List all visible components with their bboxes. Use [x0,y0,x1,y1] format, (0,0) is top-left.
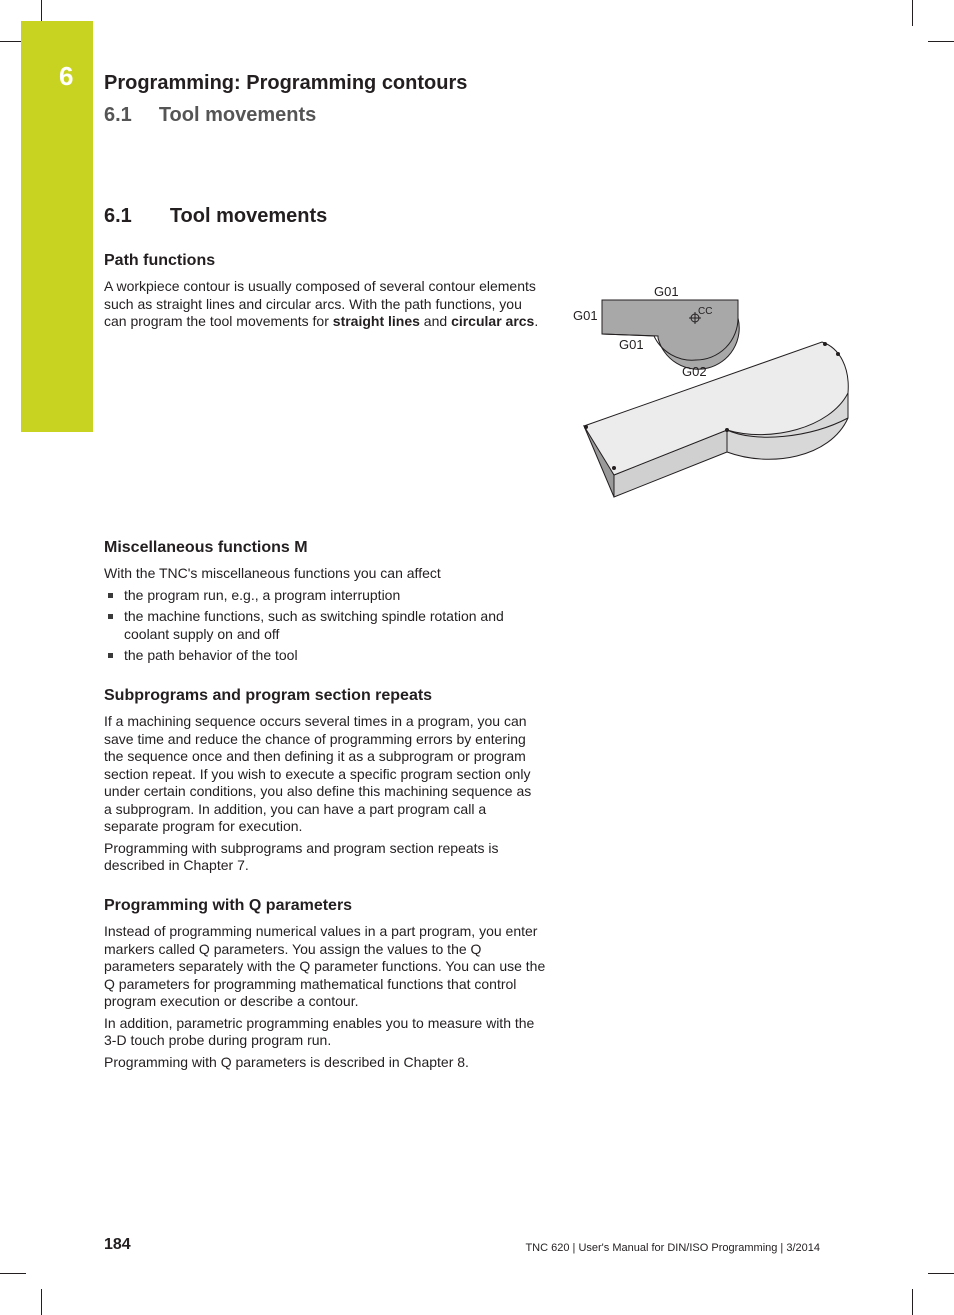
path-functions-figure [570,278,860,508]
crop-mark [912,0,913,26]
crop-mark [928,41,954,42]
bold-circular-arcs: circular arcs [451,313,535,329]
subprograms-heading: Subprograms and program section repeats [104,687,433,704]
list-item: the program run, e.g., a program interruption [104,587,549,605]
path-functions-text: A workpiece contour is usually composed of several contour elements such as straight lines and circular arcs. With the path functions, you can program the tool movements for straight lines and circular arcs. [104,278,539,329]
running-header-section [104,104,316,127]
crop-mark [928,1273,954,1274]
label-g01-left: G01 [573,308,598,323]
section-number: 6.1 [104,205,132,227]
label-cc: CC [698,306,713,317]
label-g01-bottom: G01 [619,337,644,352]
list-item: the path behavior of the tool [104,647,549,665]
section-title [104,205,327,228]
contour-illustration [570,278,860,508]
subprograms-paragraph-1: If a machining sequence occurs several times in a program, you can save time and reduce the chance of programming errors by entering the sequence once and then defining it as a subprogram or program section repeat. If you wish to execute a specific program section only under certain conditions, you also define this machining sequence as a subprogram. In addition, you can have a part program call a separate program for execution. [104,713,532,834]
misc-functions-intro: With the TNC's miscellaneous functions you can affect [104,565,441,581]
crop-mark [0,1273,26,1274]
path-functions-heading: Path functions [104,252,216,269]
list-item: the machine functions, such as switching spindle rotation and coolant supply on and off [104,608,544,643]
misc-functions-block [104,538,549,669]
subprograms-block [104,686,549,875]
q-parameters-paragraph-1: Instead of programming numerical values in a part program, you enter markers called Q parameters. You assign the values to the Q parameters separately with the Q parameter functions. You can use the Q parameters for programming mathematical functions that control program execution or describe a contour. [104,923,546,1009]
q-parameters-heading: Programming with Q parameters [104,897,353,914]
label-g01-top: G01 [654,284,679,299]
running-header-title: Programming: Programming contours [104,72,468,94]
q-parameters-paragraph-2: In addition, parametric programming enables you to measure with the 3-D touch probe during program run. [104,1014,535,1048]
page-number: 184 [104,1236,131,1253]
bold-straight-lines: straight lines [332,313,420,329]
path-functions-block [104,251,549,331]
subprograms-paragraph-2: Programming with subprograms and program section repeats is described in Chapter 7. [104,839,499,873]
misc-functions-heading: Miscellaneous functions M [104,539,308,556]
crop-mark [912,1289,913,1315]
misc-functions-list [104,587,549,665]
section-title-text: Tool movements [169,205,328,227]
q-parameters-paragraph-3: Programming with Q parameters is described in Chapter 8. [104,1053,469,1070]
running-header-section-title: Tool movements [158,104,317,126]
q-parameters-block [104,896,549,1071]
footer-text: TNC 620 | User's Manual for DIN/ISO Programming | 3/2014 [525,1242,820,1254]
chapter-number: 6 [59,61,74,91]
running-header-section-number: 6.1 [104,104,132,126]
label-g02: G02 [682,364,707,379]
chapter-tab [21,21,93,432]
crop-mark [41,1289,42,1315]
